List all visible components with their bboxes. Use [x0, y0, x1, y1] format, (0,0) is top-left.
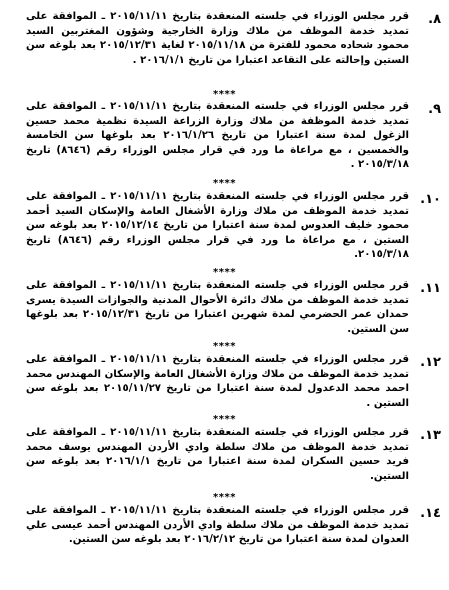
decision-text: قرر مجلس الوزراء في جلسته المنعقدة بتاريخ ٢٠١٥/١١/١١ ـ الموافقة على تمديد خدمة الموظفة من ملاك وزارة الزراعة السيدة نظمية محمد حسين الزغول لمدة سنة اعتبارا من تاريخ ٢٠١٦/١/٢٦ بعد بلوغها سن الخامسة والخمسين ، مع مراعاة ما ورد في قرار مجلس الوزراء رقم (٨٦٤٦) تاريخ ٢٠١٥/٣/١٨ . [26, 101, 409, 171]
decision-item-12 [26, 353, 441, 411]
item-number: ١٤. [420, 506, 441, 521]
item-number: ٨. [428, 12, 441, 27]
item-number: ١٣. [420, 428, 441, 443]
separator: **** [213, 341, 236, 352]
item-number: ١٠. [420, 192, 441, 207]
decision-text: قرر مجلس الوزراء في جلسته المنعقدة بتاريخ ٢٠١٥/١١/١١ ـ الموافقة على تمديد خدمة الموظف من ملاك وزارة الخارجية وشؤون المغتربين السيد محمود شحاده محمود للفترة من ٢٠١٥/١١/١٨ لغاية ٢٠١٥/١٢/٣١ بعد بلوغه سن الستين وإحالته على التقاعد اعتبارا من تاريخ ٢٠١٦/١/١ . [26, 11, 410, 66]
decision-item-8 [26, 10, 441, 68]
separator: **** [213, 178, 236, 189]
decision-text: قرر مجلس الوزراء في جلسته المنعقدة بتاريخ ٢٠١٥/١١/١١ ـ الموافقة على تمديد خدمة الموظف من ملاك وزارة الأشغال العامة والإسكان السيد أحمد محمود خليف العدوس لمدة سنة اعتبارا من تاريخ ٢٠١٥/١٢/١٤ بعد بلوغه سن الستين ، مع مراعاة ما ورد في قرار مجلس الوزراء رقم (٨٦٤٦) تاريخ ٢٠١٥/٣/١٨. [26, 191, 410, 261]
decision-text: قرر مجلس الوزراء في جلسته المنعقدة بتاريخ ٢٠١٥/١١/١١ ـ الموافقة على تمديد خدمة الموظف من ملاك وزارة الأشغال العامة والإسكان المهندس محمد احمد محمد الدعدول لمدة سنة اعتبارا من تاريخ ٢٠١٥/١١/٢٧ بعد بلوغه سن الستين . [26, 354, 409, 409]
decision-item-14 [26, 504, 441, 548]
decision-item-9 [26, 100, 441, 173]
decision-item-13 [26, 426, 441, 484]
decision-text: قرر مجلس الوزراء في جلسته المنعقدة بتاريخ ٢٠١٥/١١/١١ ـ الموافقة على تمديد خدمة الموظف من ملاك دائرة الأحوال المدنية والجوازات السيدة يسرى حمدان عمر الحضرمي لمدة شهرين اعتبارا من تاريخ ٢٠١٥/١٢/٣١ بعد بلوغها سن الستين. [26, 280, 409, 335]
item-number: ١١. [420, 281, 441, 296]
decision-text: قرر مجلس الوزراء في جلسته المنعقدة بتاريخ ٢٠١٥/١١/١١ ـ الموافقة على تمديد خدمة الموظف من ملاك سلطة وادي الأردن المهندس أحمد عيسى علي العدوان لمدة سنة اعتبارا من تاريخ ٢٠١٦/٢/١٢ بعد بلوغه سن الستين. [26, 505, 409, 546]
decision-item-10 [26, 190, 441, 263]
decision-text: قرر مجلس الوزراء في جلسته المنعقدة بتاريخ ٢٠١٥/١١/١١ ـ الموافقة على تمديد خدمة الموظف من ملاك سلطة وادي الأردن المهندس يوسف محمد فريد حسين السكران لمدة سنة اعتبارا من تاريخ ٢٠١٦/١/١ بعد بلوغه سن الستين. [26, 427, 409, 482]
decision-item-11 [26, 279, 441, 337]
separator: **** [213, 492, 236, 503]
separator: **** [213, 89, 236, 100]
separator: **** [213, 414, 236, 425]
item-number: ٩. [428, 102, 441, 117]
separator: **** [213, 267, 236, 278]
item-number: ١٢. [420, 355, 441, 370]
